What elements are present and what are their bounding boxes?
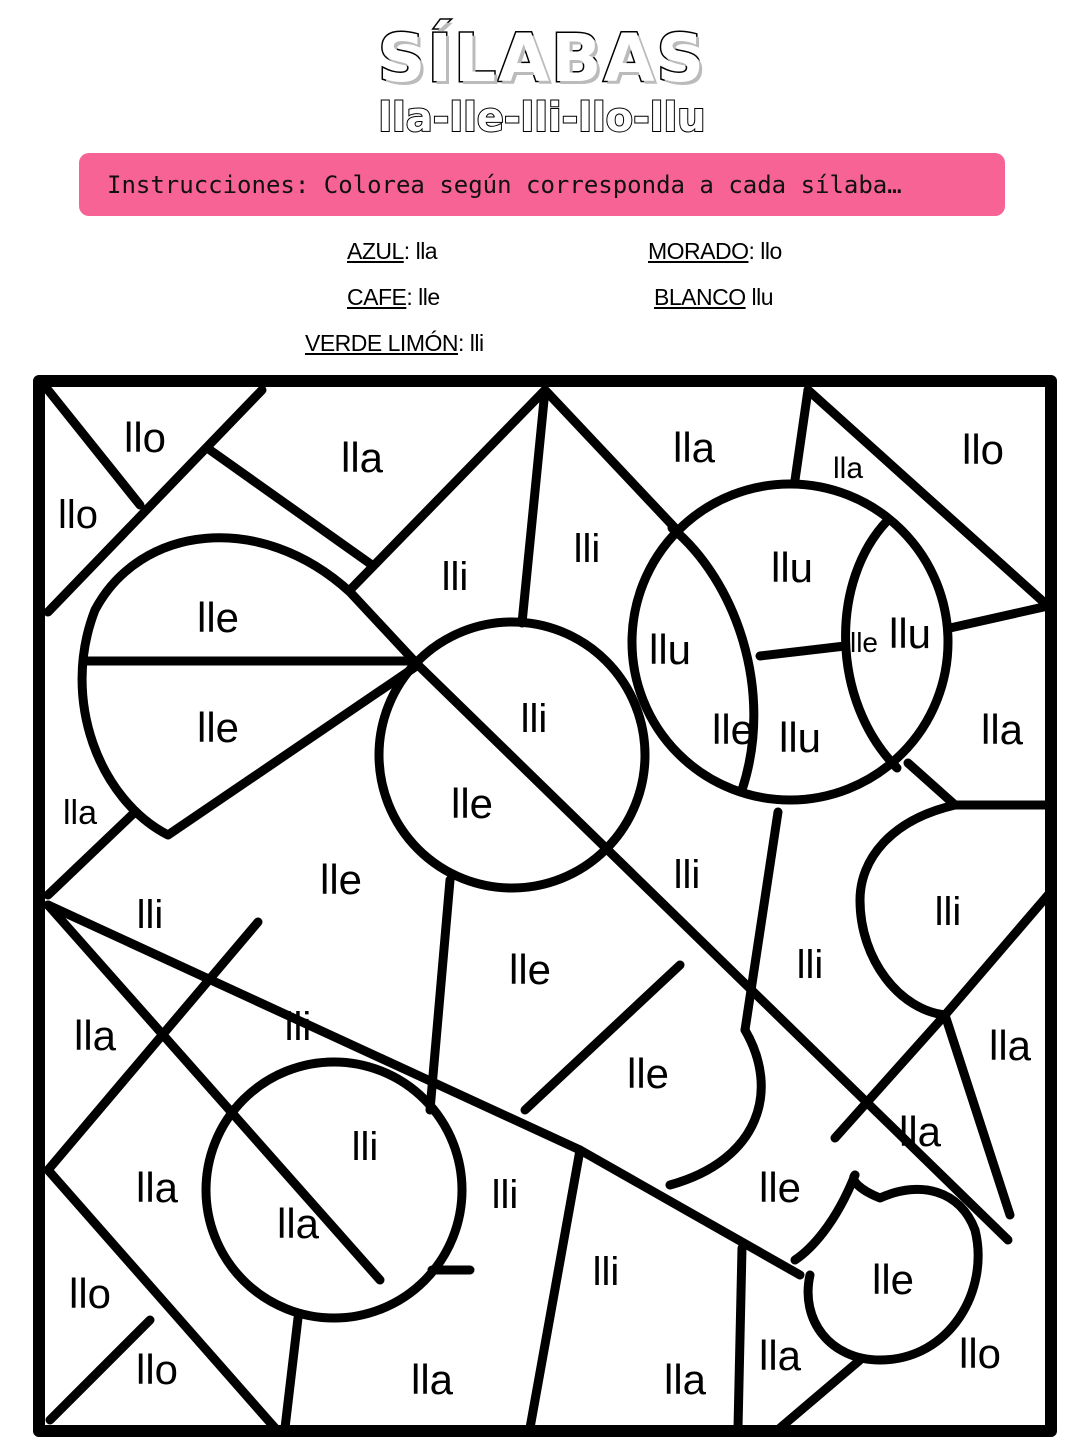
picture-label: lla	[672, 424, 716, 471]
picture-label: llu	[778, 714, 822, 761]
picture-label: lli	[441, 555, 469, 599]
picture-label: lle	[849, 627, 879, 658]
key-syllable-azul: lla	[415, 238, 438, 264]
picture-label: llu	[888, 610, 932, 657]
picture-label: lle	[196, 704, 240, 751]
picture-label: lla	[276, 1200, 320, 1247]
picture-label: lle	[626, 1050, 670, 1097]
key-color-blanco: BLANCO	[654, 284, 746, 310]
picture-label: lla	[410, 1356, 454, 1403]
picture-label: lli	[934, 890, 962, 934]
picture-label: lle	[758, 1164, 802, 1211]
picture-label: lla	[832, 452, 864, 485]
picture-label: llo	[57, 493, 99, 537]
picture-label: lla	[980, 706, 1024, 753]
picture-label: lli	[491, 1173, 519, 1217]
worksheet-subtitle: lla-lle-lli-llo-llu	[378, 95, 706, 141]
picture-label: lla	[758, 1332, 802, 1379]
key-color-cafe: CAFE	[347, 284, 407, 310]
picture-label: llo	[68, 1270, 112, 1317]
picture-label: lla	[898, 1108, 942, 1155]
picture-label: lla	[135, 1164, 179, 1211]
key-item-morado: MORADO: llo	[648, 238, 782, 264]
key-syllable-verde-limon: lli	[469, 330, 484, 356]
key-item-cafe: CAFE: lle	[347, 284, 440, 310]
picture-label: lli	[573, 527, 601, 571]
key-syllable-morado: llo	[760, 238, 782, 264]
picture-label: lle	[319, 856, 363, 903]
picture-label: lle	[711, 706, 755, 753]
picture-label: lla	[73, 1012, 117, 1059]
picture-label: lla	[62, 794, 98, 832]
picture-label: lli	[673, 853, 701, 897]
picture-label: lle	[196, 594, 240, 641]
instructions-text: Instrucciones: Colorea según corresponda a cada sílaba…	[107, 170, 902, 199]
key-syllable-blanco: llu	[751, 284, 773, 310]
picture-label: lle	[508, 946, 552, 993]
picture-label: llu	[648, 626, 692, 673]
syllable-labels	[58, 414, 1032, 1403]
picture-label: lli	[351, 1125, 379, 1169]
picture-label: llo	[958, 1330, 1002, 1377]
picture-label: lla	[988, 1022, 1032, 1069]
picture-label: lla	[663, 1356, 707, 1403]
picture-label: llo	[961, 426, 1005, 473]
picture-label: lli	[284, 1005, 312, 1049]
picture-label: llo	[123, 414, 167, 461]
picture-label: lla	[340, 434, 384, 481]
picture-label: lli	[520, 697, 548, 741]
picture-label: lle	[871, 1256, 915, 1303]
picture-label: llu	[770, 544, 814, 591]
picture-label: lli	[796, 943, 824, 987]
picture-label: llo	[135, 1346, 179, 1393]
picture-label: lle	[450, 780, 494, 827]
key-item-verde-limon: VERDE LIMÓN: lli	[305, 330, 484, 356]
key-item-azul: AZUL: lla	[347, 238, 438, 264]
key-syllable-cafe: lle	[418, 284, 440, 310]
key-color-azul: AZUL	[347, 238, 404, 264]
picture-label: lli	[136, 893, 164, 937]
worksheet-title: SÍLABAS	[377, 20, 707, 97]
picture-label: lli	[592, 1250, 620, 1294]
key-color-verde-limon: VERDE LIMÓN	[305, 330, 458, 356]
key-color-morado: MORADO	[648, 238, 749, 264]
